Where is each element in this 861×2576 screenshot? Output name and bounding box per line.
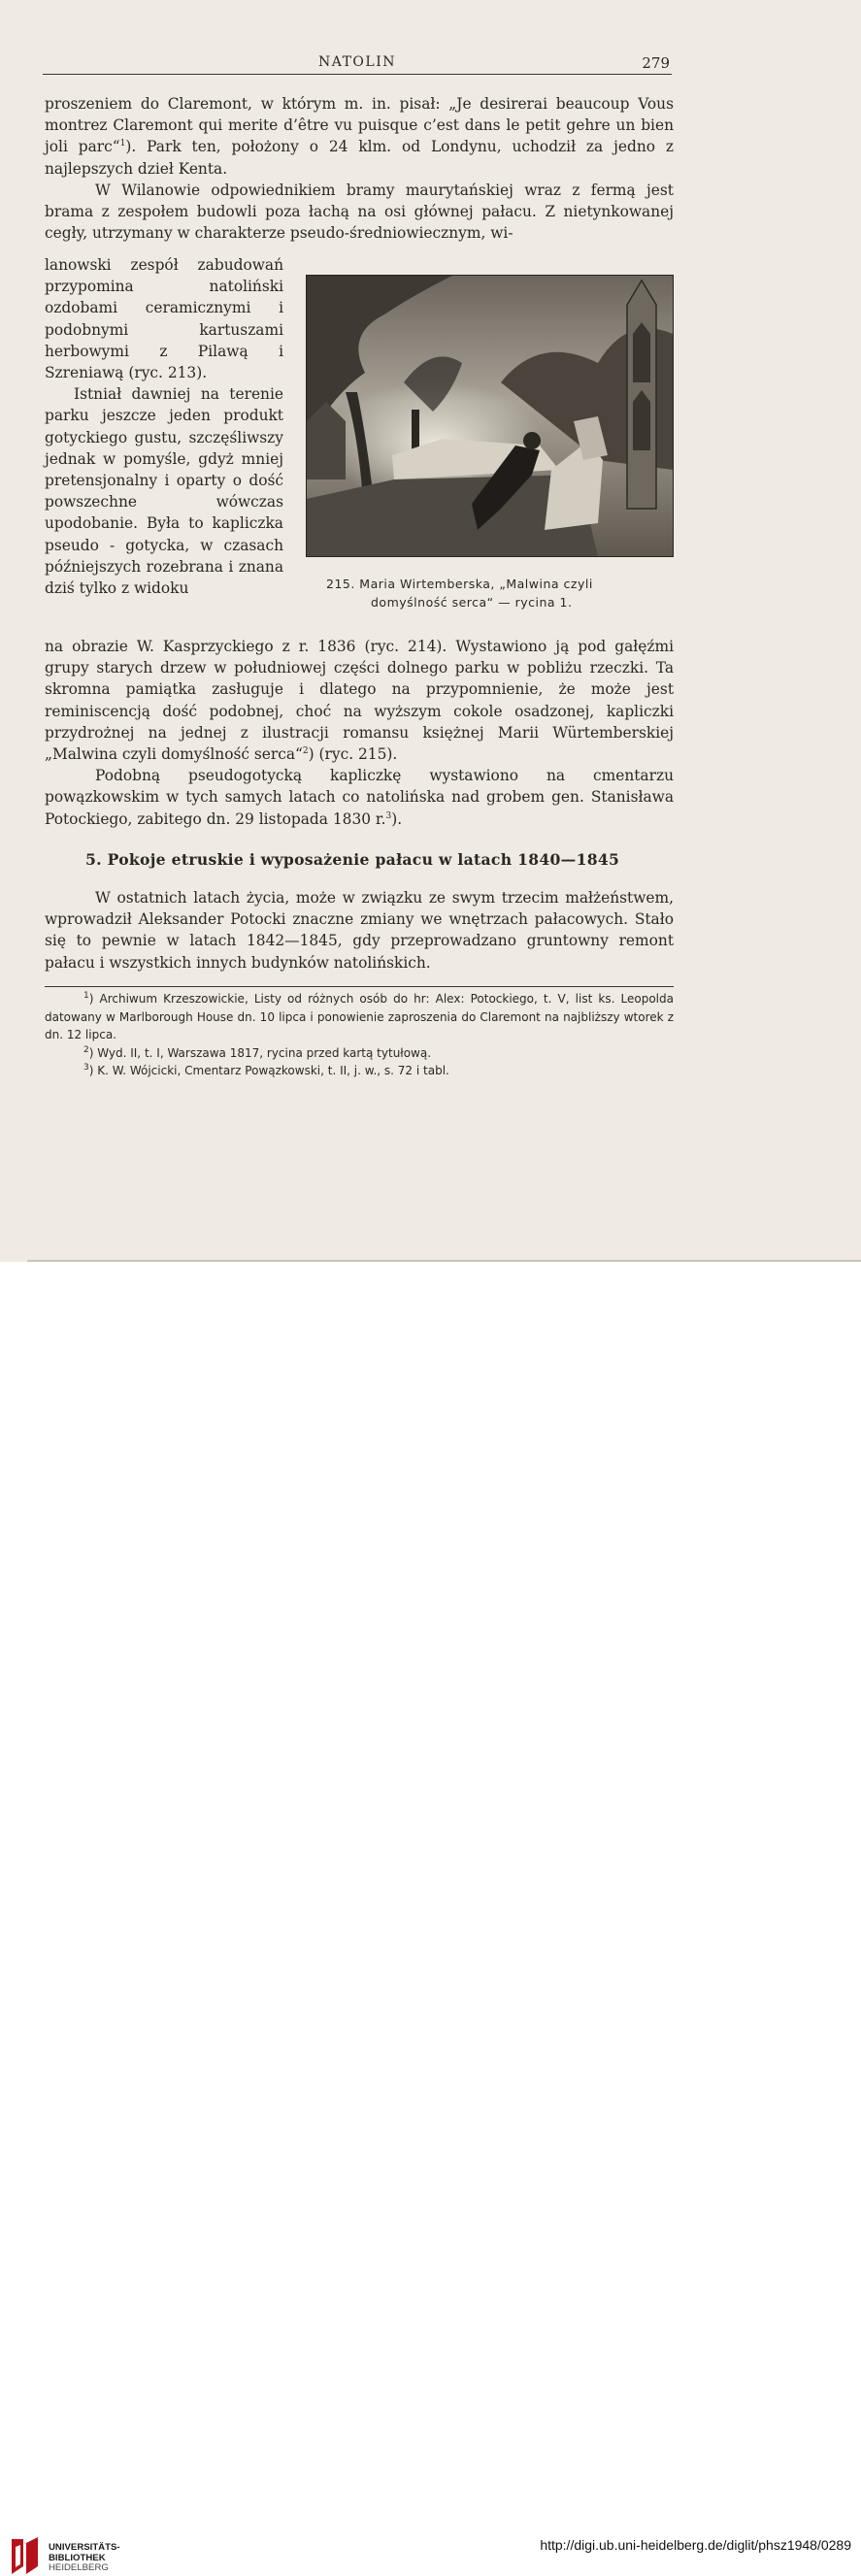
paragraph-left-2: Istniał dawniej na terenie parku jeszcze jeden produkt gotyckiego gustu, szczęśliwszy jednak w pomyśle, gdyż mniej pretensjonalny i oparty o dość powszechne wówczas upodobanie. Była to kapliczka pseudo - gotycka, w czasach późniejszych rozebrana i znana dziś tylko z widoku [45,385,283,598]
footnote-divider [45,986,674,987]
left-column-text [45,254,283,599]
paragraph-2: W Wilanowie odpowiednikiem bramy maurytańskiej wraz z fermą jest brama z zespołem budowli poza łachą na osi głównej pałacu. Z nietynkowanej cegły, utrzymany w charakterze pseudo-średniowiecznym, wi- [45,181,674,243]
caption-line-2: domyślność serca“ — rycina 1. [371,595,573,610]
page-number: 279 [642,54,670,72]
footnote-3: $^3$) K. W. Wójcicki, Cmentarz Powązkowski, t. II, j. w., s. 72 i tabl. [83,1063,449,1078]
scanned-page [0,0,861,1262]
footnote-ref-2: 2 [302,745,309,756]
paragraph-4: Podobną pseudogotycką kapliczkę wystawiono na cmentarzu powązkowskim w tych samych latach co natolińska nad grobem gen. Stanisława Potockiego, zabitego dn. 29 listopada 1830 r.$^3$). [45,767,674,828]
paragraph-3: na obrazie W. Kasprzyckiego z r. 1836 (ryc. 214). Wystawiono ją pod gałęźmi grupy starych drzew w południowej części dolnego parku w pobliżu rzeczki. Ta skromna pamiątka zasługuje i dlatego na przypomnienie, że może jest reminiscencją dość podobnej, choć na wyższym cokole osadzonej, kapliczki przydrożnej na jednej z ilustracji romansu księżnej Marii Würtemberskiej „Malwina czyli domyślność serca“$^2$) (ryc. 215). [45,638,674,764]
running-title: NATOLIN [318,54,396,70]
figure-head [523,432,541,449]
paragraph-left-1: lanowski zespół zabudowań przypomina natoliński ozdobami ceramicznymi i podobnymi kartuszami herbowymi z Pilawą i Szreniawą (ryc. 213). [45,256,283,382]
paragraph-1: proszeniem do Claremont, w którym m. in. pisał: „Je desirerai beaucoup Vous montrez Claremont qui merite d’être vu puisque c’est dans le petit gehre un bien joli parc“$^1$). Park ten, położony o 24 klm. od Londynu, uchodził za jedno z najlepszych dzieł Kenta. [45,95,674,178]
figure-caption [326,575,672,611]
text-block-middle [45,636,674,830]
page-header [43,52,672,75]
chapel-window [633,390,650,450]
viewer-footer [0,1262,861,2574]
footnote-ref-1: 1 [119,139,126,149]
library-logo-text: UNIVERSITÄTS- BIBLIOTHEK HEIDELBERG [49,2542,120,2574]
library-logo-icon [10,2537,41,2576]
footnotes [45,990,674,1080]
text-block-bottom [45,887,674,974]
text-block-top [45,93,674,244]
engraving-figure [306,275,674,557]
footnote-2: $^2$) Wyd. II, t. I, Warszawa 1817, rycina przed kartą tytułową. [83,1044,432,1060]
section-heading: 5. Pokoje etruskie i wyposażenie pałacu w latach 1840—1845 [85,850,620,869]
engraving-illustration [307,276,673,556]
footnote-1: $^1$) Archiwum Krzeszowickie, Listy od różnych osób do hr: Alex: Potockiego, t. V, list ks. Leopolda datowany w Marlborough House dn. 10 lipca i ponowienie zaproszenia do Claremont na najbliższy wtorek z dn. 12 lipca. [45,991,674,1042]
paragraph-5: W ostatnich latach życia, może w związku ze swym trzecim małżeństwem, wprowadził Aleksander Potocki znaczne zmiany we wnętrzach pałacowych. Stało się to pewnie w latach 1842—1845, gdy przeprowadzano gruntowny remont pałacu i wszystkich innych budynków natolińskich. [45,889,674,972]
permalink-url[interactable]: http://digi.ub.uni-heidelberg.de/diglit/phsz1948/0289 [540,2537,851,2553]
footnote-ref-3: 3 [385,810,392,821]
caption-line-1: 215. Maria Wirtemberska, „Malwina czyli [326,577,593,591]
chapel-window [633,322,650,382]
